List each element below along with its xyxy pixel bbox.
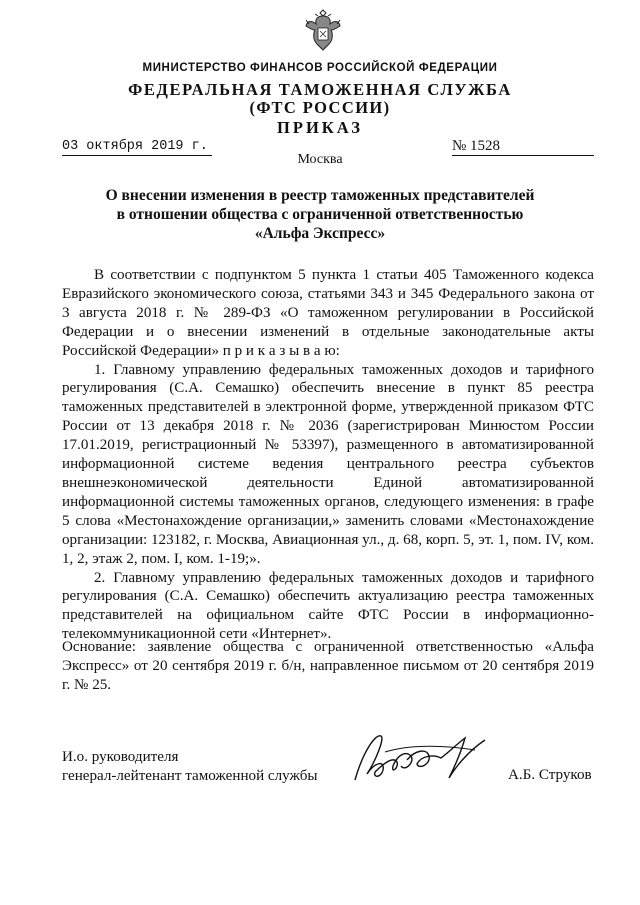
document-heading (80, 186, 560, 243)
signatory-name: А.Б. Струков (508, 767, 592, 783)
heading-line: О внесении изменения в реестр таможенных представителей (105, 187, 535, 204)
agency-name: ФЕДЕРАЛЬНАЯ ТАМОЖЕННАЯ СЛУЖБА (128, 80, 512, 99)
agency-abbreviation: (ФТС РОССИИ) (249, 98, 391, 117)
heading-line: в отношении общества с ограниченной ответственностью (116, 206, 524, 223)
city: Москва (297, 152, 343, 167)
clause-2-paragraph: 2. Главному управлению федеральных таможенных доходов и тарифного регулирования (С.А. Семашко) обеспечить актуализацию реестра таможенных представителей на официальном сайте ФТС России в информационно-телекоммуникационной сети «Интернет». (62, 569, 594, 643)
heading-line: «Альфа Экспресс» (254, 225, 386, 242)
document-body (62, 266, 594, 644)
ministry-name: МИНИСТЕРСТВО ФИНАНСОВ РОССИЙСКОЙ ФЕДЕРАЦИИ (142, 62, 498, 74)
signatory-title (62, 748, 318, 786)
signatory-rank-line: генерал-лейтенант таможенной службы (62, 767, 318, 784)
order-date: 03 октября 2019 г. (62, 139, 212, 156)
clause-1-paragraph: 1. Главному управлению федеральных таможенных доходов и тарифного регулирования (С.А. Семашко) обеспечить внесение в пункт 85 реестра таможенных представителей в электронной форме, утвержденной приказом ФТС России от 13 декабря 2018 г. № 2036 (зарегистрирован Минюстом России 17.01.2019, регистрационный № 53397), размещенного в автоматизированной информационной системе ведения центрального реестра субъектов внешнеэкономической деятельности Единой автоматизированной информационной системы таможенных органов, следующего изменения: в графе 5 слова «Местонахождение организации,» заменить словами «Местонахождение организации: 123182, г. Москва, Авиационная ул., д. 68, корп. 5, эт. 1, пом. IV, ком. 1, 2, этаж 2, пом. I, ком. 1-19;». (62, 361, 594, 567)
coat-of-arms-icon (303, 6, 343, 54)
document-type: ПРИКАЗ (277, 118, 363, 137)
handwritten-signature (345, 722, 495, 792)
preamble-paragraph: В соответствии с подпунктом 5 пункта 1 статьи 405 Таможенного кодекса Евразийского экономического союза, статьями 343 и 345 Федерального закона от 3 августа 2018 г. № 289-ФЗ «О таможенном регулировании в Российской Федерации и о внесении изменений в отдельные законодательные акты Российской Федерации» п р и к а з ы в а ю: (62, 267, 594, 359)
basis-paragraph: Основание: заявление общества с ограниченной ответственностью «Альфа Экспресс» от 20 сентября 2019 г. б/н, направленное письмом от 20 сентября 2019 г. № 25. (62, 639, 594, 693)
order-number: № 1528 (452, 137, 594, 156)
signatory-title-line: И.о. руководителя (62, 749, 179, 765)
